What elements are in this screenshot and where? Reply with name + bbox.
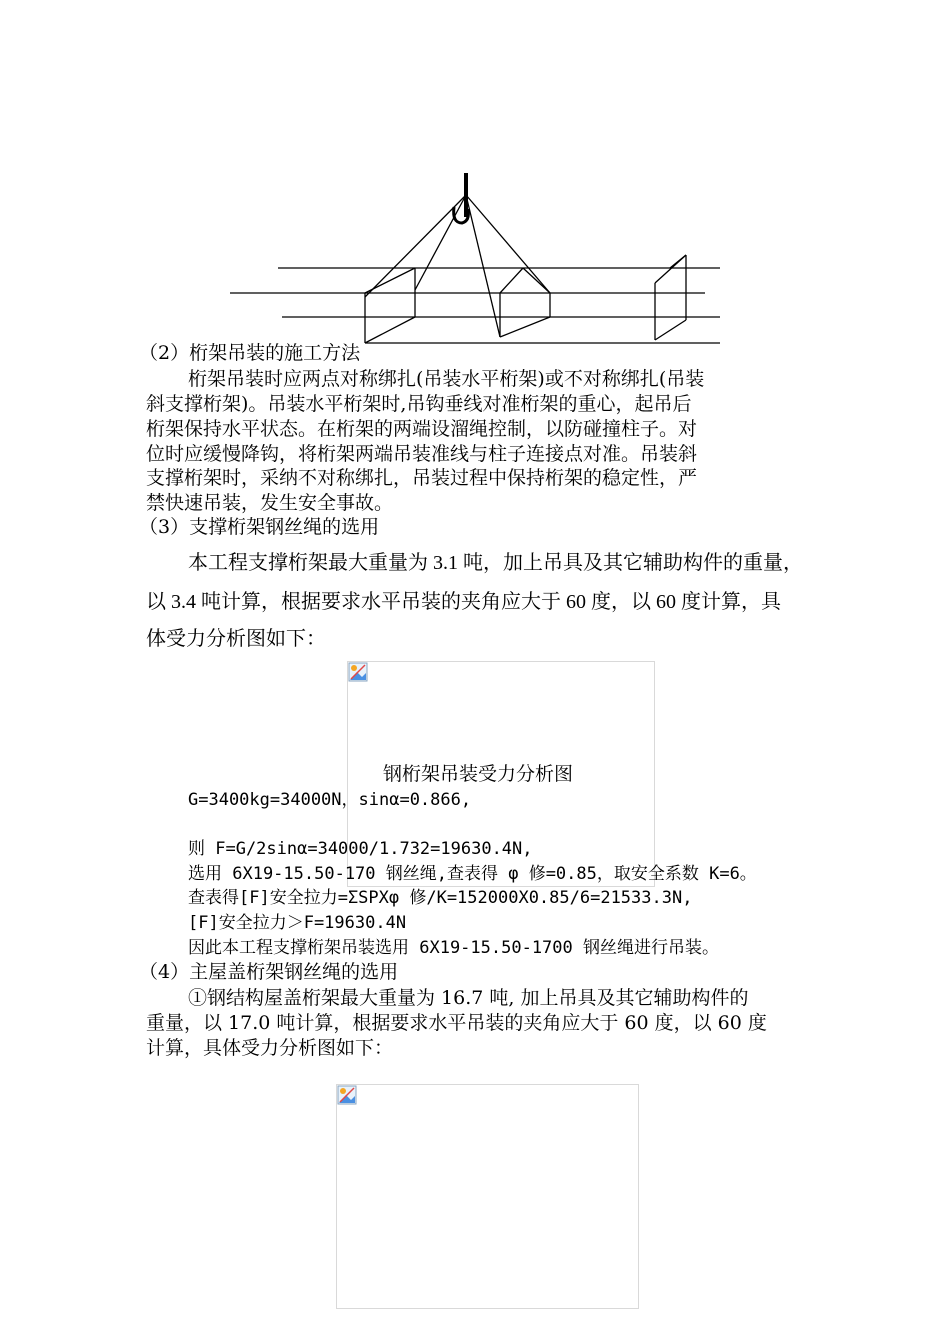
section-2-line-3: 桁架保持水平状态。在桁架的两端设溜绳控制，以防碰撞柱子。对 — [146, 418, 698, 440]
broken-image-icon — [348, 662, 368, 682]
section-2-line-4: 位时应缓慢降钩，将桁架两端吊装准线与柱子连接点对准。吊装斜 — [146, 443, 698, 465]
section-2-line-5: 支撑桁架时，采纳不对称绑扎，吊装过程中保持桁架的稳定性，严 — [146, 467, 698, 489]
section-2-line-1: 桁架吊装时应两点对称绑扎(吊装水平桁架)或不对称绑扎(吊装 — [188, 368, 705, 390]
section-2-line-2: 斜支撑桁架)。吊装水平桁架时,吊钩垂线对准桁架的重心，起吊后 — [146, 393, 692, 415]
section-2-line-6: 禁快速吊装，发生安全事故。 — [146, 492, 394, 514]
section-4-line-2: 重量，以 17.0 吨计算，根据要求水平吊装的夹角应大于 60 度，以 60 度 — [146, 1012, 767, 1034]
section-4-line-3: 计算，具体受力分析图如下： — [146, 1037, 394, 1059]
section-4-line-1: ①钢结构屋盖桁架最大重量为 16.7 吨, 加上吊具及其它辅助构件的 — [188, 987, 749, 1009]
calc-line-5: [F]安全拉力＞F=19630.4N — [188, 913, 407, 933]
truss-hoisting-diagram — [220, 165, 740, 350]
section-4-heading: （4）主屋盖桁架钢丝绳的选用 — [139, 961, 399, 983]
calc-line-3: 选用 6X19-15.50-170 钢丝绳,查表得 φ 修=0.85，取安全系数 K=6。 — [188, 864, 757, 884]
section-3-heading: （3）支撑桁架钢丝绳的选用 — [139, 516, 380, 538]
calc-line-1: G=3400kg=34000N，sinα=0.866, — [188, 790, 472, 810]
section-3-line-1: 本工程支撑桁架最大重量为 3.1 吨，加上吊具及其它辅助构件的重量， — [188, 552, 803, 574]
calc-line-6: 因此本工程支撑桁架吊装选用 6X19-15.50-1700 钢丝绳进行吊装。 — [188, 938, 719, 958]
section-3-line-3: 体受力分析图如下： — [146, 628, 326, 650]
section-2-heading: （2）桁架吊装的施工方法 — [139, 342, 361, 364]
figure-caption: 钢桁架吊装受力分析图 — [383, 763, 574, 785]
broken-image-icon — [337, 1085, 357, 1105]
calc-line-4: 查表得[F]安全拉力=ΣSPXφ 修/K=152000X0.85/6=21533.3N, — [188, 888, 693, 908]
roof-truss-force-image-placeholder — [336, 1084, 639, 1309]
section-3-line-2: 以 3.4 吨计算，根据要求水平吊装的夹角应大于 60 度，以 60 度计算，具 — [146, 591, 781, 613]
calc-line-2: 则 F=G/2sinα=34000/1.732=19630.4N, — [188, 839, 533, 859]
